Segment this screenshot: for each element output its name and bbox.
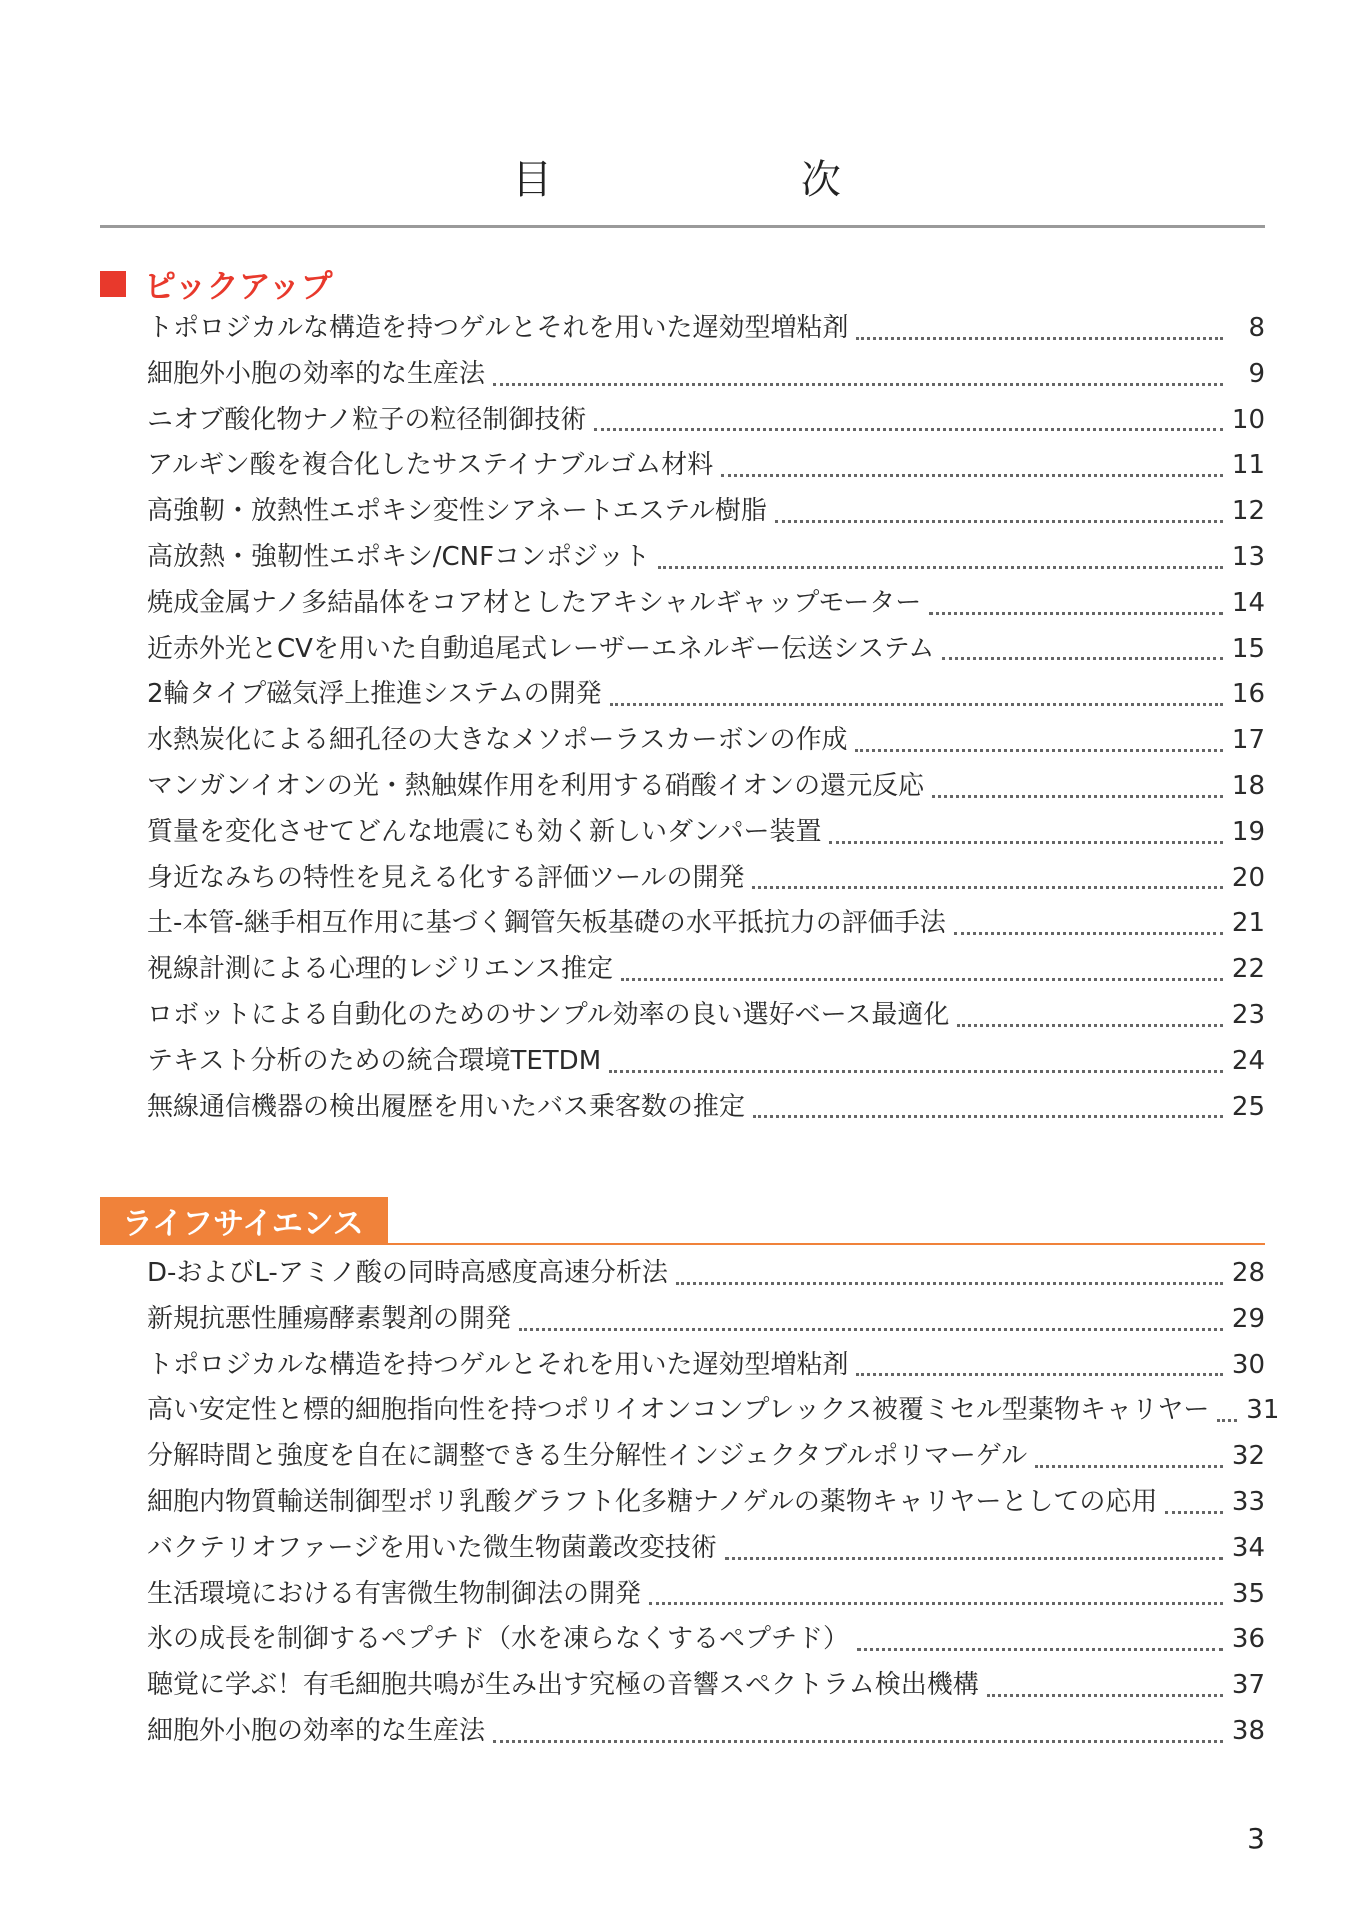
dot-leader: [621, 977, 1223, 981]
toc-entry-title: 2輪タイプ磁気浮上推進システムの開発: [147, 679, 602, 710]
dot-leader: [929, 611, 1223, 615]
toc-entry-title: テキスト分析のための統合環境TETDM: [147, 1045, 602, 1076]
toc-entry[interactable]: [100, 1663, 1265, 1709]
dot-leader: [721, 473, 1223, 477]
dot-leader: [610, 702, 1223, 706]
title-divider: [100, 225, 1265, 228]
toc-list-life-science: [100, 1251, 1280, 1755]
toc-entry-page: 16: [1231, 679, 1265, 710]
dot-leader: [753, 1114, 1223, 1118]
toc-entry-title: 分解時間と強度を自在に調整できる生分解性インジェクタブルポリマーゲル: [147, 1441, 1028, 1472]
page-title: 目 次: [512, 157, 959, 203]
dot-leader: [1217, 1418, 1237, 1422]
toc-entry[interactable]: [100, 672, 1265, 718]
toc-entry-page: 34: [1231, 1532, 1265, 1563]
toc-entry[interactable]: [100, 443, 1265, 489]
toc-entry[interactable]: [100, 1388, 1280, 1434]
section-marker-icon: [100, 271, 126, 297]
toc-entry-page: 37: [1231, 1670, 1265, 1701]
toc-entry-title: マンガンイオンの光・熱触媒作用を利用する硝酸イオンの還元反応: [147, 770, 925, 801]
toc-entry[interactable]: [100, 306, 1265, 352]
toc-entry-title: 細胞外小胞の効率的な生産法: [147, 358, 486, 389]
section-heading-pickup: [100, 262, 1265, 306]
dot-leader: [957, 1023, 1223, 1027]
toc-entry-page: 8: [1248, 313, 1265, 343]
dot-leader: [829, 840, 1223, 844]
toc-entry[interactable]: [100, 947, 1265, 993]
dot-leader: [594, 427, 1223, 431]
toc-entry-title: トポロジカルな構造を持つゲルとそれを用いた遅効型増粘剤: [147, 313, 849, 343]
dot-leader: [856, 336, 1223, 340]
toc-entry-title: 細胞外小胞の効率的な生産法: [147, 1715, 486, 1746]
toc-entry-page: 13: [1231, 541, 1265, 572]
toc-entry-title: アルギン酸を複合化したサステイナブルゴム材料: [147, 450, 714, 481]
toc-entry-title: 土-本管-継手相互作用に基づく鋼管矢板基礎の水平抵抗力の評価手法: [147, 908, 946, 939]
toc-entry-page: 22: [1231, 954, 1265, 985]
dot-leader: [1165, 1510, 1223, 1514]
toc-entry-page: 20: [1231, 862, 1265, 893]
toc-entry-page: 32: [1231, 1441, 1265, 1472]
toc-entry[interactable]: [100, 398, 1265, 444]
section-divider: [100, 1243, 1265, 1245]
toc-entry[interactable]: [100, 856, 1265, 902]
dot-leader: [775, 519, 1223, 523]
toc-entry[interactable]: [100, 352, 1265, 398]
section-life-science: [100, 1197, 1280, 1755]
toc-entry-page: 17: [1231, 725, 1265, 756]
toc-entry-page: 30: [1231, 1349, 1265, 1380]
toc-entry-title: 近赤外光とCVを用いた自動追尾式レーザーエネルギー伝送システム: [147, 633, 935, 664]
dot-leader: [856, 1372, 1223, 1376]
section-pickup: [100, 262, 1265, 1130]
toc-entry-page: 23: [1231, 999, 1265, 1030]
toc-entry-page: 24: [1231, 1045, 1265, 1076]
dot-leader: [519, 1327, 1223, 1331]
toc-entry[interactable]: [100, 581, 1265, 627]
dot-leader: [1035, 1464, 1223, 1468]
toc-entry[interactable]: [100, 627, 1265, 673]
toc-entry[interactable]: [100, 1297, 1265, 1343]
toc-entry-page: 19: [1231, 816, 1265, 847]
dot-leader: [676, 1281, 1223, 1285]
toc-entry-title: ロボットによる自動化のためのサンプル効率の良い選好ベース最適化: [147, 999, 950, 1030]
toc-entry[interactable]: [100, 1039, 1265, 1085]
dot-leader: [658, 565, 1223, 569]
toc-entry-page: 29: [1231, 1303, 1265, 1334]
toc-entry-title: 高強靭・放熱性エポキシ変性シアネートエステル樹脂: [147, 496, 767, 527]
toc-entry[interactable]: [100, 810, 1265, 856]
toc-entry-title: 生活環境における有害微生物制御法の開発: [147, 1578, 642, 1609]
toc-entry[interactable]: [100, 1343, 1265, 1389]
toc-entry-page: 18: [1231, 770, 1265, 801]
toc-entry-page: 12: [1231, 496, 1265, 527]
toc-entry[interactable]: [100, 1709, 1265, 1755]
toc-entry[interactable]: [100, 1251, 1265, 1297]
toc-entry-page: 25: [1231, 1091, 1265, 1122]
toc-entry-page: 33: [1231, 1486, 1265, 1517]
toc-entry[interactable]: [100, 535, 1265, 581]
toc-entry-page: 31: [1246, 1395, 1280, 1426]
toc-list-pickup: [100, 306, 1265, 1130]
toc-entry-title: 焼成金属ナノ多結晶体をコア材としたアキシャルギャップモーター: [147, 587, 922, 618]
toc-entry-page: 10: [1231, 404, 1265, 435]
toc-entry-page: 35: [1231, 1578, 1265, 1609]
dot-leader: [725, 1556, 1223, 1560]
toc-entry-title: トポロジカルな構造を持つゲルとそれを用いた遅効型増粘剤: [147, 1349, 849, 1380]
toc-entry[interactable]: [100, 1480, 1265, 1526]
dot-leader: [609, 1069, 1223, 1073]
dot-leader: [855, 748, 1223, 752]
toc-entry-title: 無線通信機器の検出履歴を用いたバス乗客数の推定: [147, 1091, 746, 1122]
toc-entry-title: 水熱炭化による細孔径の大きなメソポーラスカーボンの作成: [147, 725, 848, 756]
toc-entry-title: 視線計測による心理的レジリエンス推定: [147, 954, 614, 985]
toc-entry[interactable]: [100, 901, 1265, 947]
toc-entry[interactable]: [100, 1526, 1265, 1572]
toc-entry[interactable]: [100, 993, 1265, 1039]
dot-leader: [987, 1693, 1223, 1697]
toc-entry[interactable]: [100, 489, 1265, 535]
section-heading-life-science: [100, 1197, 388, 1243]
toc-entry-title: 氷の成長を制御するペプチド（水を凍らなくするペプチド）: [147, 1624, 850, 1655]
toc-entry-title: D-およびL-アミノ酸の同時高感度高速分析法: [147, 1258, 668, 1288]
toc-entry-title: 質量を変化させてどんな地震にも効く新しいダンパー装置: [147, 816, 822, 847]
dot-leader: [942, 656, 1223, 660]
toc-entry[interactable]: [100, 1434, 1265, 1480]
dot-leader: [752, 885, 1223, 889]
toc-entry-page: 11: [1231, 450, 1265, 481]
dot-leader: [493, 1739, 1223, 1743]
toc-entry-title: 聴覚に学ぶ！有毛細胞共鳴が生み出す究極の音響スペクトラム検出機構: [147, 1670, 979, 1701]
toc-entry[interactable]: [100, 1617, 1265, 1663]
toc-entry[interactable]: [100, 1085, 1265, 1131]
page-number: 3: [1247, 1822, 1265, 1855]
toc-entry-page: 28: [1231, 1258, 1265, 1288]
dot-leader: [493, 382, 1223, 386]
toc-entry-title: ニオブ酸化物ナノ粒子の粒径制御技術: [147, 404, 587, 435]
toc-entry-page: 38: [1231, 1715, 1265, 1746]
section-heading-label: ピックアップ: [144, 267, 333, 305]
section-heading-label: ライフサイエンス: [122, 1205, 364, 1242]
dot-leader: [857, 1647, 1223, 1651]
toc-entry-title: 高放熱・強靭性エポキシ/CNFコンポジット: [147, 541, 651, 572]
toc-entry-page: 15: [1231, 633, 1265, 664]
toc-entry-page: 36: [1231, 1624, 1265, 1655]
toc-entry-title: 細胞内物質輸送制御型ポリ乳酸グラフト化多糖ナノゲルの薬物キャリヤーとしての応用: [147, 1486, 1158, 1517]
toc-entry-title: 身近なみちの特性を見える化する評価ツールの開発: [147, 862, 745, 893]
toc-entry-page: 14: [1231, 587, 1265, 618]
dot-leader: [954, 931, 1223, 935]
toc-entry[interactable]: [100, 1572, 1265, 1618]
dot-leader: [649, 1601, 1223, 1605]
dot-leader: [932, 794, 1223, 798]
toc-entry-page: 9: [1248, 358, 1265, 389]
toc-entry-title: バクテリオファージを用いた微生物菌叢改変技術: [147, 1532, 717, 1563]
toc-entry-page: 21: [1231, 908, 1265, 939]
toc-entry-title: 新規抗悪性腫瘍酵素製剤の開発: [147, 1303, 512, 1334]
toc-entry[interactable]: [100, 764, 1265, 810]
toc-entry-title: 高い安定性と標的細胞指向性を持つポリイオンコンプレックス被覆ミセル型薬物キャリヤー: [147, 1395, 1210, 1426]
toc-entry[interactable]: [100, 718, 1265, 764]
